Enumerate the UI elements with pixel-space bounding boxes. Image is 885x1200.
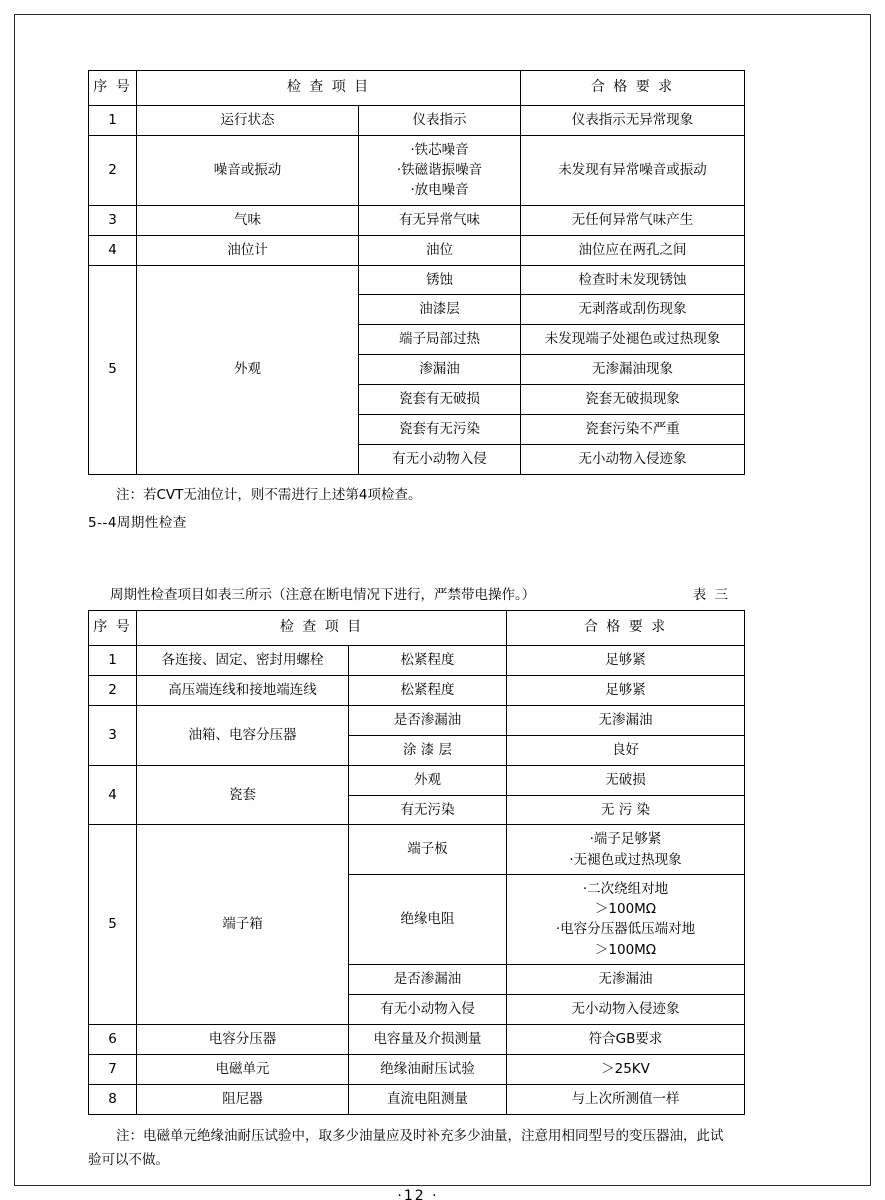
- table-row: [89, 645, 745, 675]
- cell-detail: 外观: [349, 765, 507, 795]
- table-row: [89, 1084, 745, 1114]
- note-after-table-two: [88, 1124, 748, 1173]
- cell-detail: 油漆层: [359, 295, 521, 325]
- table-row: [89, 265, 745, 295]
- cell-seq: 2: [89, 135, 137, 205]
- document-content: [88, 70, 748, 1200]
- cell-requirement: 瓷套污染不严重: [521, 415, 745, 445]
- cell-requirement-line: ＞100MΩ: [594, 941, 657, 958]
- cell-requirement: 足够紧: [507, 645, 745, 675]
- cell-requirement: 仪表指示无异常现象: [521, 106, 745, 136]
- cell-detail: 有无小动物入侵: [359, 445, 521, 475]
- caption-text: 周期性检查项目如表三所示（注意在断电情况下进行，严禁带电操作。）: [110, 586, 536, 603]
- table-row: [89, 765, 745, 795]
- cell-requirement: ＞25KV: [507, 1054, 745, 1084]
- header-seq: 序 号: [89, 71, 137, 106]
- header-seq: 序 号: [89, 610, 137, 645]
- cell-requirement: 检查时未发现锈蚀: [521, 265, 745, 295]
- cell-requirement-line: ＞100MΩ: [594, 901, 657, 918]
- table-two-caption: [88, 583, 748, 603]
- cell-detail: 瓷套有无污染: [359, 415, 521, 445]
- cell-item: 电容分压器: [137, 1024, 349, 1054]
- cell-detail: 端子板: [349, 825, 507, 875]
- table-row: [89, 1054, 745, 1084]
- cell-requirement: 未发现端子处褪色或过热现象: [521, 325, 745, 355]
- header-requirement: 合 格 要 求: [507, 610, 745, 645]
- cell-requirement: 符合GB要求: [507, 1024, 745, 1054]
- cell-detail: 有无污染: [349, 795, 507, 825]
- cell-requirement: 无剥落或刮伤现象: [521, 295, 745, 325]
- cell-item: 电磁单元: [137, 1054, 349, 1084]
- cell-seq: 5: [89, 265, 137, 474]
- cell-item: 气味: [137, 205, 359, 235]
- cell-item: 阻尼器: [137, 1084, 349, 1114]
- cell-seq: 1: [89, 645, 137, 675]
- cell-seq: 6: [89, 1024, 137, 1054]
- cell-detail: 绝缘电阻: [349, 874, 507, 964]
- cell-detail-line: ·放电噪音: [410, 182, 469, 199]
- cell-requirement: 无渗漏油: [507, 964, 745, 994]
- cell-item: 运行状态: [137, 106, 359, 136]
- cell-item: 噪音或振动: [137, 135, 359, 205]
- caption-label: 表 三: [692, 586, 730, 603]
- cell-detail: 是否渗漏油: [349, 705, 507, 735]
- cell-item: 端子箱: [137, 825, 349, 1024]
- cell-requirement: 无任何异常气味产生: [521, 205, 745, 235]
- table-row: [89, 675, 745, 705]
- cell-seq: 3: [89, 705, 137, 765]
- cell-item: 高压端连线和接地端连线: [137, 675, 349, 705]
- table-row: [89, 205, 745, 235]
- cell-requirement: 无小动物入侵迹象: [507, 994, 745, 1024]
- section-heading: 5--4周期性检查: [88, 514, 187, 531]
- cell-requirement: 瓷套无破损现象: [521, 385, 745, 415]
- cell-seq: 1: [89, 106, 137, 136]
- table-row: [89, 135, 745, 205]
- cell-detail: [359, 135, 521, 205]
- table-row: [89, 825, 745, 875]
- cell-seq: 3: [89, 205, 137, 235]
- table-row: [89, 106, 745, 136]
- cell-requirement: 良好: [507, 735, 745, 765]
- cell-detail-line: ·铁芯噪音: [410, 141, 469, 158]
- cell-detail: 有无异常气味: [359, 205, 521, 235]
- cell-detail: 绝缘油耐压试验: [349, 1054, 507, 1084]
- cell-requirement: 无渗漏油现象: [521, 355, 745, 385]
- cell-detail: 渗漏油: [359, 355, 521, 385]
- table-row: [89, 705, 745, 735]
- table-header-row: [89, 71, 745, 106]
- cell-requirement: 无小动物入侵迹象: [521, 445, 745, 475]
- cell-requirement: 油位应在两孔之间: [521, 235, 745, 265]
- table-row: [89, 1024, 745, 1054]
- cell-detail: 是否渗漏油: [349, 964, 507, 994]
- cell-detail: 直流电阻测量: [349, 1084, 507, 1114]
- cell-detail: 油位: [359, 235, 521, 265]
- cell-detail: 瓷套有无破损: [359, 385, 521, 415]
- cell-seq: 5: [89, 825, 137, 1024]
- cell-detail: 仪表指示: [359, 106, 521, 136]
- cell-detail: 有无小动物入侵: [349, 994, 507, 1024]
- cell-requirement-line: ·端子足够紧: [589, 831, 662, 848]
- cell-requirement: 足够紧: [507, 675, 745, 705]
- cell-requirement: 无渗漏油: [507, 705, 745, 735]
- cell-detail: 松紧程度: [349, 675, 507, 705]
- cell-requirement: 无 污 染: [507, 795, 745, 825]
- inspection-table-periodic: [88, 610, 745, 1115]
- cell-item: 瓷套: [137, 765, 349, 825]
- table-row: [89, 235, 745, 265]
- header-item: 检 查 项 目: [137, 71, 521, 106]
- cell-seq: 4: [89, 765, 137, 825]
- header-requirement: 合 格 要 求: [521, 71, 745, 106]
- cell-item: 油位计: [137, 235, 359, 265]
- cell-detail: 松紧程度: [349, 645, 507, 675]
- cell-seq: 2: [89, 675, 137, 705]
- cell-requirement-line: ·电容分压器低压端对地: [555, 921, 696, 938]
- inspection-table-daily: [88, 70, 745, 475]
- page-number: ·12 ·: [397, 1188, 439, 1200]
- cell-detail: 涂 漆 层: [349, 735, 507, 765]
- cell-seq: 4: [89, 235, 137, 265]
- cell-requirement: 未发现有异常噪音或振动: [521, 135, 745, 205]
- cell-item: 外观: [137, 265, 359, 474]
- cell-requirement: 无破损: [507, 765, 745, 795]
- cell-seq: 8: [89, 1084, 137, 1114]
- note-after-table-one: 注：若CVT无油位计，则不需进行上述第4项检查。: [116, 486, 422, 503]
- header-item: 检 查 项 目: [137, 610, 507, 645]
- cell-requirement: 与上次所测值一样: [507, 1084, 745, 1114]
- note-line-one: 注：电磁单元绝缘油耐压试验中，取多少油量应及时补充多少油量，注意用相同型号的变压器油，此试: [116, 1127, 724, 1144]
- cell-detail: 电容量及介损测量: [349, 1024, 507, 1054]
- cell-detail: 端子局部过热: [359, 325, 521, 355]
- table-header-row: [89, 610, 745, 645]
- cell-requirement: [507, 825, 745, 875]
- cell-item: 油箱、电容分压器: [137, 705, 349, 765]
- cell-requirement: [507, 874, 745, 964]
- cell-requirement-line: ·二次绕组对地: [582, 880, 669, 897]
- spacer: [88, 531, 748, 583]
- cell-requirement-line: ·无褪色或过热现象: [569, 851, 682, 868]
- cell-detail-line: ·铁磁谐振噪音: [396, 162, 483, 179]
- cell-detail: 锈蚀: [359, 265, 521, 295]
- cell-seq: 7: [89, 1054, 137, 1084]
- cell-item: 各连接、固定、密封用螺栓: [137, 645, 349, 675]
- note-line-two: 验可以不做。: [88, 1151, 169, 1168]
